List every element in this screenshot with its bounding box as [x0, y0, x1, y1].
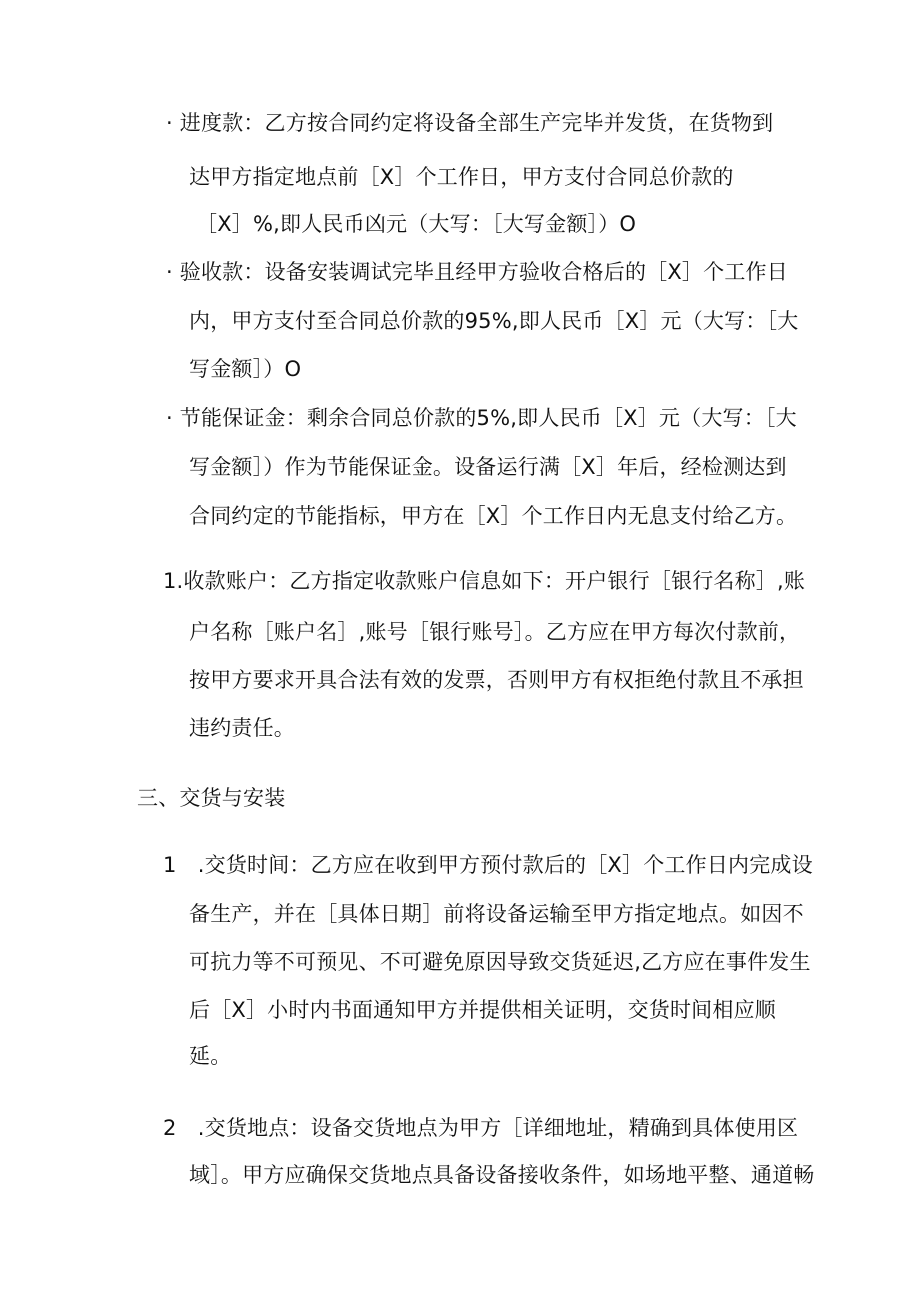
receiving-account-line-3: 按甲方要求开具合法有效的发票，否则甲方有权拒绝付款且不承担: [189, 668, 804, 692]
delivery-time-line-5: 延。: [189, 1044, 232, 1068]
energy-saving-deposit-line-1: · 节能保证金：剩余合同总价款的5%,即人民币［X］元（大写：［大: [166, 406, 797, 430]
progress-payment-line-3: ［X］%,即人民币凶元（大写：［大写金额］）O: [196, 212, 637, 236]
receiving-account-line-1: 1.收款账户：乙方指定收款账户信息如下：开户银行［银行名称］,账: [163, 569, 806, 593]
progress-payment-line-1: · 进度款：乙方按合同约定将设备全部生产完毕并发货，在货物到: [166, 111, 774, 135]
delivery-time-line-2: 备生产，并在［具体日期］前将设备运输至甲方指定地点。如因不: [189, 902, 804, 926]
delivery-time-line-4: 后［X］小时内书面通知甲方并提供相关证明，交货时间相应顺: [189, 998, 776, 1022]
delivery-time-line-3: 可抗力等不可预见、不可避免原因导致交货延迟,乙方应在事件发生: [189, 950, 811, 974]
energy-saving-deposit-line-3: 合同约定的节能指标，甲方在［X］个工作日内无息支付给乙方。: [189, 504, 798, 528]
receiving-account-line-2: 户名称［账户名］,账号［银行账号］。乙方应在甲方每次付款前，: [189, 620, 801, 644]
progress-payment-line-2: 达甲方指定地点前［X］个工作日，甲方支付合同总价款的: [189, 165, 734, 189]
delivery-location-line-2: 域］。甲方应确保交货地点具备设备接收条件，如场地平整、通道畅: [189, 1163, 815, 1187]
receiving-account-line-4: 违约责任。: [189, 716, 295, 740]
energy-saving-deposit-line-2: 写金额］）作为节能保证金。设备运行满［X］年后，经检测达到: [189, 455, 787, 479]
acceptance-payment-line-1: · 验收款：设备安装调试完毕且经甲方验收合格后的［X］个工作日: [166, 260, 788, 284]
acceptance-payment-line-3: 写金额］）O: [189, 357, 302, 381]
delivery-time-line-1: 1 .交货时间：乙方应在收到甲方预付款后的［X］个工作日内完成设: [163, 853, 813, 877]
acceptance-payment-line-2: 内，甲方支付至合同总价款的95%,即人民币［X］元（大写：［大: [189, 309, 799, 333]
delivery-location-line-1: 2 .交货地点：设备交货地点为甲方［详细地址，精确到具体使用区: [163, 1116, 799, 1140]
section-heading: 三、交货与安装: [137, 786, 286, 810]
